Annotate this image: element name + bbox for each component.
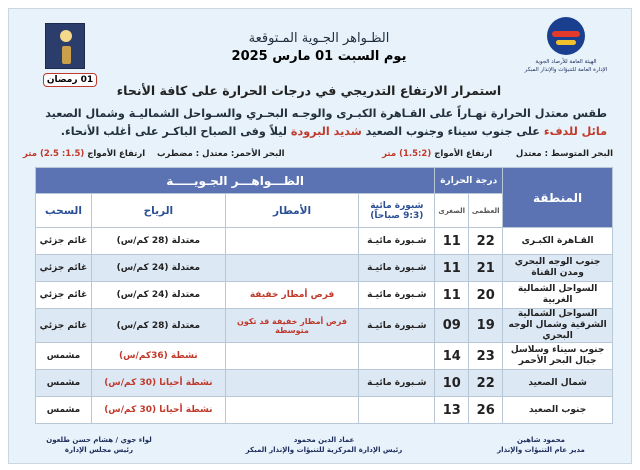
max-temp: 23 <box>469 343 503 370</box>
max-temp: 21 <box>469 255 503 282</box>
min-temp: 10 <box>435 370 469 397</box>
region-cell: السواحل الشمالية الغربية <box>503 282 613 309</box>
max-temp: 22 <box>469 228 503 255</box>
region-cell: جنوب سيناء وسلاسل جبال البحر الأحمر <box>503 343 613 370</box>
rain-header: الأمطار <box>225 194 359 228</box>
signature-central-director: عماد الدين محمود رئيس الإدارة المركزية للتنبؤات والإنذار المبكر <box>245 436 403 454</box>
min-temp: 14 <box>435 343 469 370</box>
max-temp: 20 <box>469 282 503 309</box>
cloud-cell: غائم جزئي <box>36 228 92 255</box>
signature-forecast-director: محمود شاهين مدير عام التنبؤات والإنذار <box>497 436 585 454</box>
forecast-table <box>35 167 613 424</box>
region-cell: شمال الصعيد <box>503 370 613 397</box>
table-row <box>36 282 613 309</box>
fog-header: شبورة مائية (9:3 صباحاً) <box>359 194 435 228</box>
forecast-date: يوم السبت 01 مارس 2025 <box>231 49 407 64</box>
weather-summary: طقس معتدل الحرارة نهـاراً على القـاهرة الكبـرى والوجـه البحـري والسـواحل الشماليـة وشمال الصعيد مائل للدفء على جنوب سيناء وجنوب الصعيد شديد البرودة ليلاً وفى الصباح الباكـر على أغلب الأنحاء. <box>45 107 607 138</box>
rain-cell: فرص أمطار خفيفة <box>225 282 359 309</box>
fog-cell: شـبورة مائيـة <box>359 309 435 343</box>
table-row <box>36 343 613 370</box>
rain-cell <box>225 255 359 282</box>
fog-cell: شـبورة مائيـة <box>359 255 435 282</box>
phenomena-header: الظـــواهـــر الجـويـــــة <box>36 168 435 194</box>
min-temp: 11 <box>435 282 469 309</box>
title-block <box>199 31 439 64</box>
ema-logo-icon <box>547 17 585 55</box>
wind-cell: نشطة أحيانا (30 كم/س) <box>92 370 226 397</box>
cloud-cell: غائم جزئي <box>36 255 92 282</box>
min-temp: 11 <box>435 228 469 255</box>
cloud-cell: مشمس <box>36 343 92 370</box>
fog-cell: شـبورة مائيـة <box>359 282 435 309</box>
max-header: العظمى <box>469 194 503 228</box>
bulletin-sheet <box>8 8 632 464</box>
org-logo-block <box>521 17 611 74</box>
wind-cell: نشطة أحيانا (30 كم/س) <box>92 397 226 424</box>
org-name: الهيئة العامة للأرصاد الجوية الإدارة العامة للتنبؤات والإنذار المبكر <box>524 59 608 73</box>
headline: استمرار الارتفاع التدريجي في درجات الحرارة على كافة الأنحاء <box>116 83 502 98</box>
min-temp: 11 <box>435 255 469 282</box>
rain-cell <box>225 228 359 255</box>
table-row <box>36 228 613 255</box>
red-sea-state: البحر الأحمر: معتدل : مضطرب ارتفاع الأمواج (1.5: 2.5) متر <box>23 149 285 159</box>
temp-header: درجة الحرارة <box>435 168 503 194</box>
wind-cell: نشطة (36كم/س) <box>92 343 226 370</box>
cloud-header: السحب <box>36 194 92 228</box>
rain-cell <box>225 343 359 370</box>
max-temp: 19 <box>469 309 503 343</box>
region-header: المنطقة <box>503 168 613 228</box>
max-temp: 26 <box>469 397 503 424</box>
region-cell: السواحل الشمالية الشرقية وشمال الوجه البحري <box>503 309 613 343</box>
region-cell: جنوب الصعيد <box>503 397 613 424</box>
cloud-cell: غائم جزئي <box>36 282 92 309</box>
min-temp: 09 <box>435 309 469 343</box>
fog-cell <box>359 343 435 370</box>
rain-cell: فرص أمطار خفيفة قد تكون متوسطة <box>225 309 359 343</box>
fog-cell <box>359 397 435 424</box>
fog-cell: شـبورة مائيـة <box>359 370 435 397</box>
page-title: الظـواهر الجـوية المـتوقعة <box>248 31 390 46</box>
min-temp: 13 <box>435 397 469 424</box>
rain-cell <box>225 370 359 397</box>
wind-header: الرياح <box>92 194 226 228</box>
med-sea-state: البحر المتوسط : معتدل ارتفاع الأمواج (1.5:2) متر <box>382 149 613 159</box>
table-row <box>36 397 613 424</box>
wind-cell: معتدلة (28 كم/س) <box>92 228 226 255</box>
cloud-cell: غائم جزئي <box>36 309 92 343</box>
table-row <box>36 309 613 343</box>
region-cell: جنوب الوجه البحري ومدن القناة <box>503 255 613 282</box>
max-temp: 22 <box>469 370 503 397</box>
fog-cell: شـبورة مائيـة <box>359 228 435 255</box>
min-header: الصغرى <box>435 194 469 228</box>
cloud-cell: مشمس <box>36 397 92 424</box>
ramadan-lantern-icon <box>45 23 85 69</box>
ramadan-badge: 01 رمضان <box>43 73 97 87</box>
wind-cell: معتدلة (24 كم/س) <box>92 255 226 282</box>
region-cell: القـاهرة الكبـرى <box>503 228 613 255</box>
signature-chairman: لواء جوي / هشام حسن طلعون رئيس مجلس الإدارة <box>46 436 152 454</box>
table-row <box>36 370 613 397</box>
wind-cell: معتدلة (28 كم/س) <box>92 309 226 343</box>
cloud-cell: مشمس <box>36 370 92 397</box>
wind-cell: معتدلة (24 كم/س) <box>92 282 226 309</box>
table-row <box>36 255 613 282</box>
rain-cell <box>225 397 359 424</box>
